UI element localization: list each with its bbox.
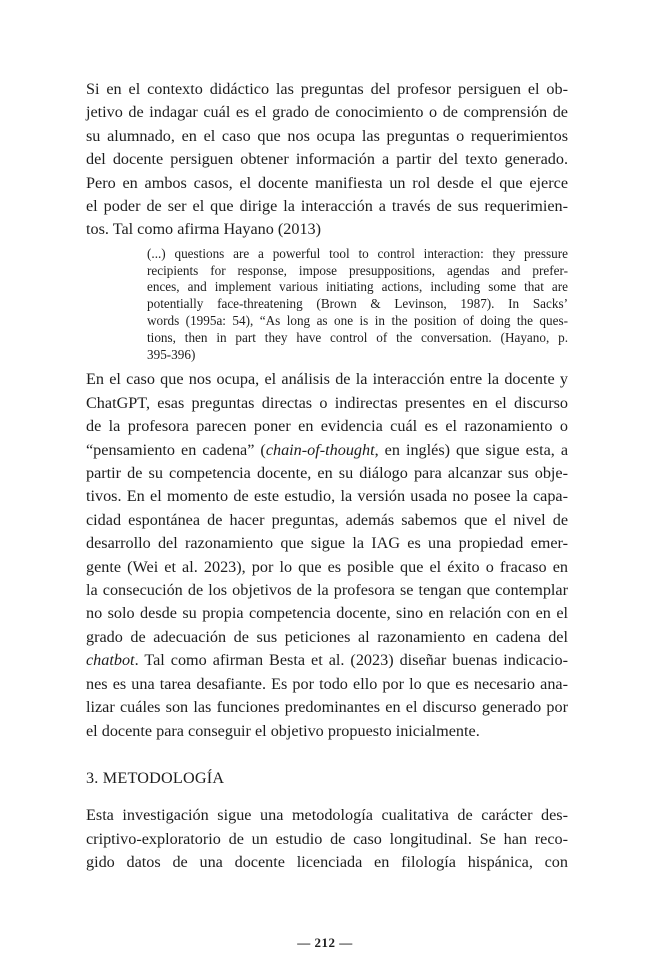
quote-line: potentially face-threatening (Brown & Levinson, 1987). In Sacks’ [147,296,568,312]
text-line: del docente persiguen obtener información a partir del texto generado. [86,150,568,169]
quote-line: (...) questions are a powerful tool to control interaction: they pressure [147,245,568,261]
quote-line: 395-396) [147,346,196,362]
quote-line: recipients for response, impose presuppositions, agendas and prefer- [147,262,568,278]
italic-term: chatbot [86,651,135,670]
block-quote [147,246,568,364]
text-line: cidad espontánea de hacer preguntas, además sabemos que el nivel de [86,510,568,529]
text-line: nes es una tarea desafiante. Es por todo ello por lo que es necesario ana- [86,674,568,693]
quote-line: ences, and implement various initiating actions, including some that are [147,279,568,295]
text-line: grado de adecuación de sus peticiones al razonamiento en cadena del [86,627,568,646]
paragraph-methodology [86,804,568,874]
text-line: “pensamiento en cadena” (chain-of-thought, en inglés) que sigue esta, a [86,440,568,459]
text-line: gente (Wei et al. 2023), por lo que es posible que el éxito o fracaso en [86,557,568,576]
page-content [86,78,568,875]
text-line: Si en el contexto didáctico las preguntas del profesor persiguen el ob- [86,80,568,98]
text-line: desarrollo del razonamiento que sigue la IAG es una propiedad emer- [86,534,568,553]
text-line: gido datos de una docente licenciada en filología hispánica, con [86,853,568,872]
page-number: — 212 — [297,935,353,950]
text-line: partir de su competencia docente, en su diálogo para alcanzar sus obje- [86,464,568,483]
text-line: criptivo-exploratorio de un estudio de caso longitudinal. Se han reco- [86,829,568,848]
text-line: la consecución de los objetivos de la profesora se tengan que contemplar [86,581,568,600]
text-line: no solo desde su propia competencia docente, sino en relación con en el [86,604,568,623]
section-heading: 3. METODOLOGÍA [86,768,225,787]
text-line: de la profesora parecen poner en evidencia cuál es el razonamiento o [86,417,568,436]
paragraph-intro [86,78,568,242]
text-line: Esta investigación sigue una metodología cualitativa de carácter des- [86,806,568,825]
text-line: tivos. En el momento de este estudio, la versión usada no posee la capa- [86,487,568,506]
text-line: En el caso que nos ocupa, el análisis de la interacción entre la docente y [86,370,568,389]
text-line: jetivo de indagar cuál es el grado de conocimiento o de comprensión de [86,103,568,122]
text-line: su alumnado, en el caso que nos ocupa las preguntas o requerimientos [86,126,568,145]
text-line: tos. Tal como afirma Hayano (2013) [86,220,322,239]
text-line: el poder de ser el que dirige la interacción a través de sus requerimien- [86,197,568,216]
paragraph-analysis [86,368,568,743]
text-line: lizar cuáles son las funciones predominantes en el discurso generado por [86,698,568,717]
quote-line: words (1995a: 54), “As long as one is in the position of doing the ques- [147,313,568,329]
text-line: ChatGPT, esas preguntas directas o indirectas presentes en el discurso [86,393,568,412]
text-line: chatbot. Tal como afirman Besta et al. (2023) diseñar buenas indicacio- [86,651,568,670]
text-line: Pero en ambos casos, el docente manifiesta un rol desde el que ejerce [86,173,568,192]
quote-line: tions, then in part they have control of the conversation. (Hayano, p. [147,329,568,345]
text-line: el docente para conseguir el objetivo propuesto inicialmente. [86,721,480,740]
italic-term: chain-of-thought [265,440,375,459]
